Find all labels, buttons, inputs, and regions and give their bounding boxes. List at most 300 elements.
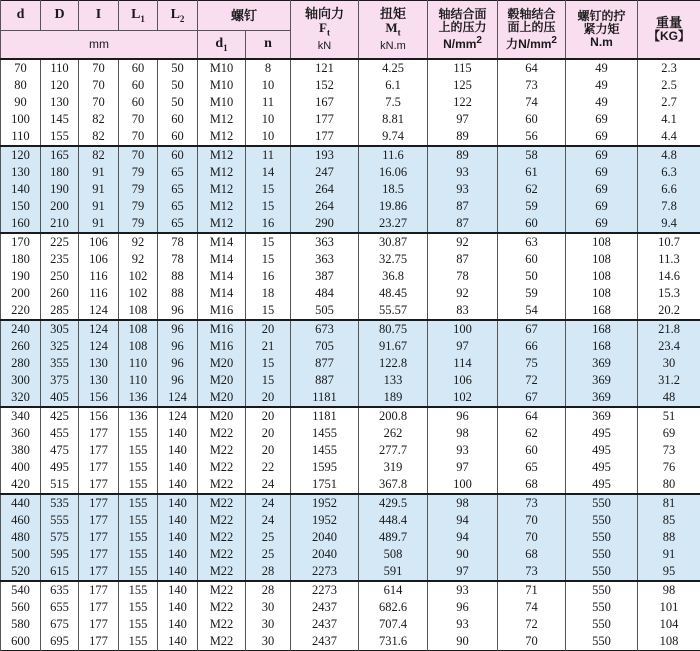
table-cell: 4.25 <box>359 59 428 77</box>
table-cell: 535 <box>41 494 79 512</box>
table-cell: 18 <box>246 285 291 302</box>
table-cell: 440 <box>1 494 41 512</box>
table-row <box>1 581 700 599</box>
table-cell: 87 <box>428 215 498 233</box>
table-cell: 97 <box>428 563 498 581</box>
table-cell: 67 <box>498 389 566 407</box>
table-cell: 4.4 <box>638 128 700 146</box>
table-cell: 155 <box>119 529 158 546</box>
table-cell: 2437 <box>291 616 359 633</box>
table-cell: M22 <box>198 633 246 651</box>
table-cell: 369 <box>566 372 638 389</box>
table-cell: 177 <box>79 616 119 633</box>
table-cell: 70 <box>79 59 119 77</box>
table-cell: 93 <box>428 442 498 459</box>
table-cell: 100 <box>1 111 41 128</box>
table-cell: 140 <box>158 476 198 494</box>
table-cell: 508 <box>359 546 428 563</box>
table-cell: 18.5 <box>359 181 428 198</box>
table-cell: M22 <box>198 581 246 599</box>
table-cell: 74 <box>498 599 566 616</box>
table-cell: 70 <box>498 529 566 546</box>
table-cell: 89 <box>428 128 498 146</box>
table-cell: 160 <box>1 215 41 233</box>
col-header-tightening-torque: 螺钉的拧 紧力矩 N.m <box>566 1 638 59</box>
table-cell: 495 <box>566 476 638 494</box>
table-cell: 675 <box>41 616 79 633</box>
table-cell: 495 <box>41 459 79 476</box>
table-cell: 520 <box>1 563 41 581</box>
table-cell: 10 <box>246 111 291 128</box>
table-cell: 600 <box>1 633 41 651</box>
table-cell: 369 <box>566 389 638 407</box>
table-cell: 120 <box>1 146 41 164</box>
table-cell: 140 <box>158 459 198 476</box>
table-cell: 165 <box>41 146 79 164</box>
table-cell: 1181 <box>291 389 359 407</box>
table-cell: 65 <box>158 164 198 181</box>
table-cell: M22 <box>198 563 246 581</box>
table-cell: 655 <box>41 599 79 616</box>
table-cell: 225 <box>41 233 79 251</box>
table-cell: 15 <box>246 355 291 372</box>
table-cell: 96 <box>158 302 198 320</box>
table-cell: 220 <box>1 302 41 320</box>
table-cell: 87 <box>428 251 498 268</box>
table-cell: 110 <box>1 128 41 146</box>
table-cell: 320 <box>1 389 41 407</box>
table-cell: 70 <box>119 128 158 146</box>
table-cell: 79 <box>119 181 158 198</box>
table-cell: 64 <box>498 59 566 77</box>
table-cell: 21.8 <box>638 320 700 338</box>
table-cell: 96 <box>158 372 198 389</box>
table-cell: 200 <box>1 285 41 302</box>
table-cell: 140 <box>158 512 198 529</box>
table-cell: 98 <box>428 494 498 512</box>
table-cell: 69 <box>566 215 638 233</box>
table-cell: 96 <box>158 355 198 372</box>
table-cell: 24 <box>246 476 291 494</box>
table-cell: 235 <box>41 251 79 268</box>
table-cell: 150 <box>1 198 41 215</box>
table-cell: 155 <box>119 616 158 633</box>
table-cell: 20.2 <box>638 302 700 320</box>
table-cell: 69 <box>566 181 638 198</box>
table-cell: 49 <box>566 59 638 77</box>
table-cell: 69 <box>566 128 638 146</box>
table-cell: 210 <box>41 215 79 233</box>
col-header-torque: 扭矩 $M_t$ kN.m <box>359 1 428 59</box>
table-row <box>1 251 700 268</box>
table-cell: 340 <box>1 407 41 425</box>
table-cell: 540 <box>1 581 41 599</box>
table-cell: 177 <box>79 476 119 494</box>
table-cell: 2273 <box>291 581 359 599</box>
table-cell: 20 <box>246 389 291 407</box>
table-cell: 101 <box>638 599 700 616</box>
table-cell: 264 <box>291 198 359 215</box>
table-row <box>1 476 700 494</box>
table-cell: M22 <box>198 529 246 546</box>
table-row <box>1 338 700 355</box>
table-cell: 55.57 <box>359 302 428 320</box>
table-cell: M22 <box>198 512 246 529</box>
table-cell: 500 <box>1 546 41 563</box>
table-cell: 82 <box>79 128 119 146</box>
table-cell: 455 <box>41 425 79 442</box>
table-cell: 102 <box>119 285 158 302</box>
table-cell: 14.6 <box>638 268 700 285</box>
table-row <box>1 389 700 407</box>
col-header-weight: 重量 【KG】 <box>638 1 700 59</box>
table-cell: 550 <box>566 616 638 633</box>
table-cell: 155 <box>119 459 158 476</box>
table-cell: 136 <box>119 407 158 425</box>
table-row <box>1 181 700 198</box>
table-cell: 97 <box>428 111 498 128</box>
table-cell: 484 <box>291 285 359 302</box>
table-cell: 155 <box>119 563 158 581</box>
table-cell: 1952 <box>291 494 359 512</box>
table-cell: 177 <box>79 529 119 546</box>
table-cell: 122 <box>428 94 498 111</box>
table-cell: M10 <box>198 94 246 111</box>
table-row <box>1 372 700 389</box>
table-cell: 177 <box>79 581 119 599</box>
table-cell: 110 <box>119 372 158 389</box>
table-cell: 49 <box>566 77 638 94</box>
table-cell: 15 <box>246 198 291 215</box>
table-cell: 98 <box>428 425 498 442</box>
table-cell: 10 <box>246 77 291 94</box>
table-cell: M16 <box>198 302 246 320</box>
table-cell: 28 <box>246 581 291 599</box>
table-cell: 240 <box>1 320 41 338</box>
table-cell: 1455 <box>291 425 359 442</box>
table-cell: M22 <box>198 476 246 494</box>
table-cell: 93 <box>428 164 498 181</box>
table-cell: 264 <box>291 181 359 198</box>
table-cell: 591 <box>359 563 428 581</box>
table-cell: 425 <box>41 407 79 425</box>
table-cell: 90 <box>428 546 498 563</box>
table-cell: 156 <box>79 407 119 425</box>
table-cell: 83 <box>428 302 498 320</box>
table-cell: 100 <box>428 476 498 494</box>
table-cell: 480 <box>1 529 41 546</box>
col-header-L1: $L_1$ <box>119 1 158 31</box>
table-cell: 475 <box>41 442 79 459</box>
table-row <box>1 302 700 320</box>
table-cell: 168 <box>566 302 638 320</box>
table-cell: 88 <box>638 529 700 546</box>
table-cell: 2.3 <box>638 59 700 77</box>
table-cell: 130 <box>41 94 79 111</box>
table-cell: 94 <box>428 529 498 546</box>
table-cell: 82 <box>79 146 119 164</box>
table-cell: 110 <box>119 355 158 372</box>
table-cell: M12 <box>198 128 246 146</box>
table-cell: 30 <box>246 633 291 651</box>
table-row <box>1 215 700 233</box>
table-cell: 81 <box>638 494 700 512</box>
table-cell: 277.7 <box>359 442 428 459</box>
table-cell: 79 <box>119 215 158 233</box>
table-cell: 24 <box>246 512 291 529</box>
table-cell: 106 <box>428 372 498 389</box>
table-cell: 96 <box>428 407 498 425</box>
table-cell: 731.6 <box>359 633 428 651</box>
table-cell: 168 <box>566 320 638 338</box>
table-cell: 108 <box>566 285 638 302</box>
table-cell: 363 <box>291 233 359 251</box>
table-cell: 21 <box>246 338 291 355</box>
table-cell: 11 <box>246 94 291 111</box>
table-cell: M16 <box>198 320 246 338</box>
table-cell: 73 <box>638 442 700 459</box>
table-cell: 50 <box>158 94 198 111</box>
table-cell: 72 <box>498 372 566 389</box>
table-cell: 575 <box>41 529 79 546</box>
col-header-D: D <box>41 1 79 31</box>
table-cell: 58 <box>498 146 566 164</box>
table-cell: 69 <box>566 146 638 164</box>
table-cell: 140 <box>158 633 198 651</box>
table-cell: 9.74 <box>359 128 428 146</box>
table-cell: 108 <box>119 338 158 355</box>
table-row <box>1 459 700 476</box>
table-cell: 28 <box>246 563 291 581</box>
table-cell: 405 <box>41 389 79 407</box>
table-cell: 106 <box>79 251 119 268</box>
table-cell: 550 <box>566 494 638 512</box>
table-row <box>1 546 700 563</box>
table-row <box>1 111 700 128</box>
table-cell: 1751 <box>291 476 359 494</box>
table-cell: 363 <box>291 251 359 268</box>
table-cell: 177 <box>79 563 119 581</box>
table-cell: 285 <box>41 302 79 320</box>
table-cell: 108 <box>566 268 638 285</box>
table-cell: 65 <box>158 181 198 198</box>
table-cell: 8.81 <box>359 111 428 128</box>
table-cell: 78 <box>158 251 198 268</box>
table-cell: 36.8 <box>359 268 428 285</box>
table-cell: 550 <box>566 512 638 529</box>
table-cell: 682.6 <box>359 599 428 616</box>
table-cell: 11.3 <box>638 251 700 268</box>
table-cell: 190 <box>41 181 79 198</box>
table-cell: 6.6 <box>638 181 700 198</box>
table-cell: 305 <box>41 320 79 338</box>
table-cell: M12 <box>198 181 246 198</box>
table-cell: 124 <box>79 338 119 355</box>
table-cell: 66 <box>498 338 566 355</box>
table-cell: 90 <box>1 94 41 111</box>
table-cell: 260 <box>41 285 79 302</box>
table-cell: 6.1 <box>359 77 428 94</box>
table-cell: 15 <box>246 233 291 251</box>
table-cell: 495 <box>566 459 638 476</box>
table-cell: 70 <box>1 59 41 77</box>
table-cell: 155 <box>119 599 158 616</box>
table-row <box>1 355 700 372</box>
table-cell: 60 <box>119 94 158 111</box>
table-cell: 6.3 <box>638 164 700 181</box>
table-cell: 10.7 <box>638 233 700 251</box>
table-cell: 92 <box>119 251 158 268</box>
table-cell: 23.4 <box>638 338 700 355</box>
table-cell: 15 <box>246 302 291 320</box>
table-cell: 30 <box>638 355 700 372</box>
table-row <box>1 442 700 459</box>
table-cell: 96 <box>158 320 198 338</box>
table-cell: M20 <box>198 372 246 389</box>
table-cell: 50 <box>498 268 566 285</box>
table-cell: 108 <box>566 251 638 268</box>
table-cell: 64 <box>498 407 566 425</box>
table-cell: M14 <box>198 233 246 251</box>
table-cell: 60 <box>498 215 566 233</box>
table-cell: M22 <box>198 599 246 616</box>
table-cell: 61 <box>498 164 566 181</box>
table-cell: 167 <box>291 94 359 111</box>
table-cell: 20 <box>246 320 291 338</box>
table-cell: 80 <box>638 476 700 494</box>
table-cell: 448.4 <box>359 512 428 529</box>
table-row <box>1 285 700 302</box>
table-cell: 325 <box>41 338 79 355</box>
table-cell: 60 <box>498 251 566 268</box>
table-cell: 91 <box>638 546 700 563</box>
table-cell: 180 <box>41 164 79 181</box>
table-cell: 110 <box>41 59 79 77</box>
table-cell: 140 <box>158 599 198 616</box>
table-cell: 70 <box>119 111 158 128</box>
table-cell: 32.75 <box>359 251 428 268</box>
table-cell: M22 <box>198 442 246 459</box>
table-cell: 550 <box>566 599 638 616</box>
table-cell: 387 <box>291 268 359 285</box>
table-cell: M22 <box>198 425 246 442</box>
table-cell: 140 <box>158 563 198 581</box>
table-cell: 9.4 <box>638 215 700 233</box>
table-cell: 140 <box>158 581 198 599</box>
table-cell: 1595 <box>291 459 359 476</box>
table-cell: 48.45 <box>359 285 428 302</box>
table-cell: 615 <box>41 563 79 581</box>
table-cell: 635 <box>41 581 79 599</box>
table-cell: 380 <box>1 442 41 459</box>
table-cell: 63 <box>498 233 566 251</box>
table-cell: 2437 <box>291 633 359 651</box>
table-cell: 48 <box>638 389 700 407</box>
table-cell: 79 <box>119 198 158 215</box>
table-cell: 24 <box>246 494 291 512</box>
col-header-I: I <box>79 1 119 31</box>
table-cell: 11.6 <box>359 146 428 164</box>
table-cell: 92 <box>428 285 498 302</box>
table-cell: 177 <box>79 546 119 563</box>
table-cell: 177 <box>291 111 359 128</box>
table-cell: 106 <box>79 233 119 251</box>
table-cell: 177 <box>291 128 359 146</box>
col-subheader-n: n <box>246 31 291 59</box>
table-cell: 15.3 <box>638 285 700 302</box>
table-cell: 60 <box>119 59 158 77</box>
table-cell: 59 <box>498 285 566 302</box>
table-cell: 78 <box>428 268 498 285</box>
table-cell: M20 <box>198 407 246 425</box>
table-cell: 69 <box>638 425 700 442</box>
table-cell: 67 <box>498 320 566 338</box>
table-cell: 74 <box>498 94 566 111</box>
table-cell: 177 <box>79 512 119 529</box>
table-cell: M20 <box>198 389 246 407</box>
table-cell: 489.7 <box>359 529 428 546</box>
table-cell: 1952 <box>291 512 359 529</box>
table-cell: 50 <box>158 59 198 77</box>
col-header-hub-pressure: 毂轴结合 面上的压 力$N/mm^2$ <box>498 1 566 59</box>
table-row <box>1 146 700 164</box>
table-cell: 595 <box>41 546 79 563</box>
table-cell: 140 <box>158 546 198 563</box>
table-cell: 70 <box>79 77 119 94</box>
table-cell: 72 <box>498 616 566 633</box>
table-cell: 495 <box>566 425 638 442</box>
table-cell: 30.87 <box>359 233 428 251</box>
table-cell: 550 <box>566 563 638 581</box>
table-cell: 73 <box>498 77 566 94</box>
table-cell: 16 <box>246 268 291 285</box>
table-cell: 70 <box>79 94 119 111</box>
table-row <box>1 529 700 546</box>
table-cell: 62 <box>498 425 566 442</box>
table-cell: 96 <box>428 599 498 616</box>
table-cell: 550 <box>566 581 638 599</box>
table-cell: 69 <box>566 164 638 181</box>
table-cell: 16 <box>246 215 291 233</box>
table-cell: 140 <box>158 425 198 442</box>
table-cell: 369 <box>566 355 638 372</box>
table-cell: 73 <box>498 494 566 512</box>
table-cell: 156 <box>79 389 119 407</box>
table-cell: 15 <box>246 181 291 198</box>
table-cell: 114 <box>428 355 498 372</box>
table-cell: 60 <box>498 111 566 128</box>
table-cell: 59 <box>498 198 566 215</box>
table-cell: 247 <box>291 164 359 181</box>
col-subheader-d1: $d_1$ <box>198 31 246 59</box>
table-cell: 177 <box>79 633 119 651</box>
table-cell: 20 <box>246 425 291 442</box>
table-cell: 614 <box>359 581 428 599</box>
table-cell: 168 <box>566 338 638 355</box>
table-cell: 124 <box>79 320 119 338</box>
table-cell: 96 <box>158 338 198 355</box>
table-row <box>1 633 700 651</box>
table-cell: 189 <box>359 389 428 407</box>
table-cell: 550 <box>566 529 638 546</box>
table-header <box>1 1 700 59</box>
table-cell: 93 <box>428 581 498 599</box>
table-cell: 2040 <box>291 529 359 546</box>
table-cell: 80 <box>1 77 41 94</box>
table-cell: M14 <box>198 251 246 268</box>
table-cell: M14 <box>198 268 246 285</box>
table-cell: 1181 <box>291 407 359 425</box>
